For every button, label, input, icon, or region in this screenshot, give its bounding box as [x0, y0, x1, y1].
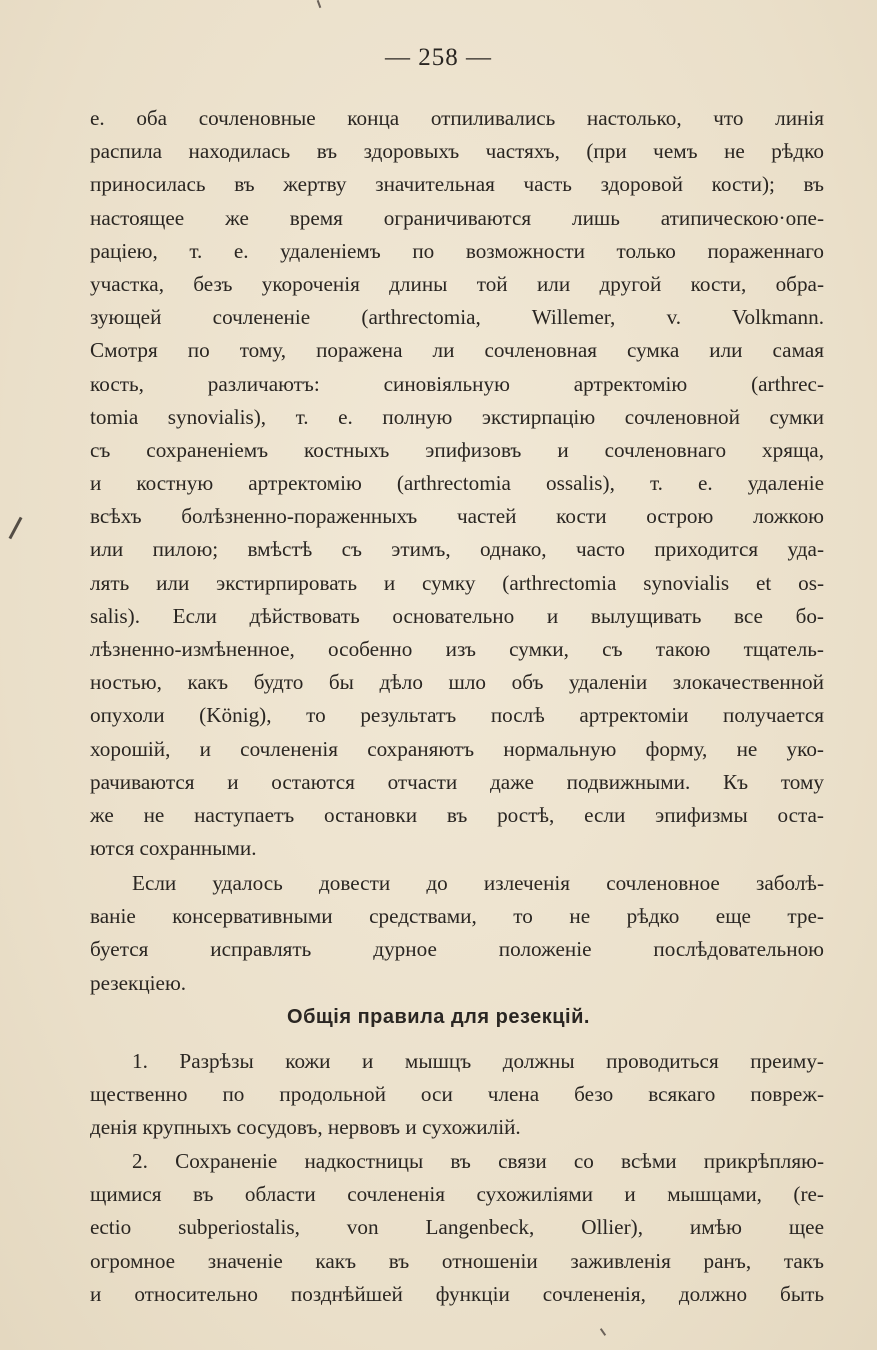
- text-line: настоящее же время ограничиваются лишь атипическою·опе-: [90, 205, 824, 230]
- text-line: лѣзненно-измѣненное, особенно изъ сумки, съ такою тщатель-: [90, 637, 824, 661]
- text-line: лять или экстирпировать и сумку (arthrectomia synovialis et os-: [90, 570, 824, 595]
- text-line: 2. Сохраненіе надкостницы въ связи со всѣми прикрѣпляю-: [132, 1149, 824, 1173]
- text-line: и относительно позднѣйшей функціи сочлененія, должно быть: [90, 1281, 824, 1306]
- text-line: же не наступаетъ остановки въ ростѣ, если эпифизмы оста-: [90, 802, 824, 827]
- page-number: — 258 —: [385, 44, 492, 71]
- text-line: ются сохранными.: [90, 836, 257, 861]
- ink-speck: [600, 1328, 606, 1336]
- text-line: всѣхъ болѣзненно-пораженныхъ частей кости острою ложкою: [90, 504, 824, 529]
- rule-1: [90, 1045, 824, 1145]
- ink-speck: [317, 0, 322, 8]
- text-line: tomia synovialis), т. е. полную экстирпацію сочленовной сумки: [90, 404, 824, 429]
- text-line: хорошій, и сочлененія сохраняютъ нормальную форму, не уко-: [90, 736, 824, 761]
- text-line: щимися въ области сочлененія сухожиліями и мышцами, (re-: [90, 1182, 824, 1207]
- text-line: огромное значеніе какъ въ отношеніи заживленія ранъ, такъ: [90, 1248, 824, 1273]
- text-line: приносилась въ жертву значительная часть здоровой кости); въ: [90, 172, 824, 197]
- text-line: или пилою; вмѣстѣ съ этимъ, однако, часто приходится уда-: [90, 537, 824, 562]
- section-heading: Общія правила для резекцій.: [287, 1006, 590, 1028]
- paragraph-1: [90, 102, 824, 865]
- text-line: зующей сочлененіе (arthrectomia, Willemer, v. Volkmann.: [90, 305, 824, 330]
- text-line: щественно по продольной оси члена безо всякаго повреж-: [90, 1082, 824, 1107]
- text-line: опухоли (König), то результатъ послѣ артректоміи получается: [90, 703, 824, 728]
- text-line: Если удалось довести до излеченія сочленовное заболѣ-: [132, 871, 824, 895]
- text-line: 1. Разрѣзы кожи и мышцъ должны проводиться преиму-: [132, 1049, 824, 1073]
- text-line: рачиваются и остаются отчасти даже подвижными. Къ тому: [90, 769, 824, 794]
- text-line: и костную артректомію (arthrectomia ossalis), т. е. удаленіе: [90, 471, 824, 496]
- paragraph-2: [90, 867, 824, 1000]
- text-line: Смотря по тому, поражена ли сочленовная сумка или самая: [90, 338, 824, 363]
- margin-pencil-mark: [9, 517, 23, 540]
- text-line: участка, безъ укороченія длины той или другой кости, обра-: [90, 271, 824, 296]
- text-line: резекціею.: [90, 970, 187, 995]
- text-line: буется исправлять дурное положеніе послѣдовательною: [90, 937, 824, 962]
- text-line: распила находилась въ здоровыхъ частяхъ, (при чемъ не рѣдко: [90, 139, 824, 164]
- text-line: раціею, т. е. удаленіемъ по возможности только пораженнаго: [90, 238, 824, 263]
- text-line: ностью, какъ будто бы дѣло шло объ удаленіи злокачественной: [90, 670, 824, 695]
- text-line: денія крупныхъ сосудовъ, нервовъ и сухожилій.: [90, 1115, 521, 1140]
- rule-2: [90, 1145, 824, 1311]
- text-line: кость, различаютъ: синовіяльную артректомію (arthrec-: [90, 371, 824, 396]
- text-line: ectio subperiostalis, von Langenbeck, Ollier), имѣю щее: [90, 1215, 824, 1240]
- text-line: е. оба сочленовные конца отпиливались настолько, что линія: [90, 106, 824, 130]
- text-line: salis). Если дѣйствовать основательно и вылущивать все бо-: [90, 603, 824, 628]
- text-line: съ сохраненіемъ костныхъ эпифизовъ и сочленовнаго хряща,: [90, 437, 824, 462]
- text-line: ваніе консервативными средствами, то не рѣдко еще тре-: [90, 904, 824, 929]
